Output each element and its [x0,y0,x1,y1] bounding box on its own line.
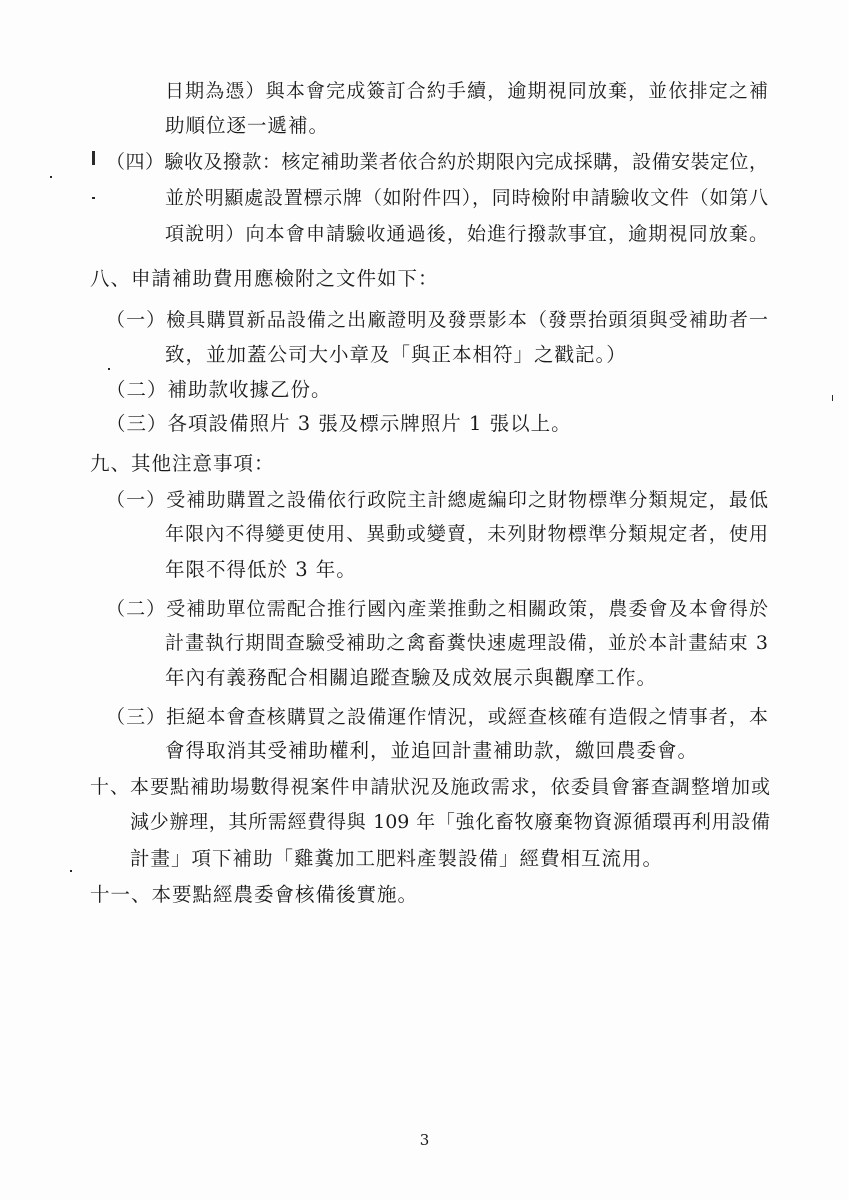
text-line: 並於明顯處設置標示牌（如附件四），同時檢附申請驗收文件（如第八 [165,187,768,209]
text-line: 減少辦理，其所需經費得與 109 年「強化畜牧廢棄物資源循環再利用設備 [130,811,770,833]
scan-mark [832,395,833,401]
text-line: 日期為憑）與本會完成簽訂合約手續，逾期視同放棄，並依排定之補 [165,80,768,102]
text-line: 年內有義務配合相關追蹤查驗及成效展示與觀摩工作。 [165,666,658,689]
text-line: 助順位逐一遞補。 [165,114,330,137]
scan-mark [70,870,72,872]
text-line: （一）受補助購置之設備依行政院主計總處編印之財物標準分類規定，最低 [106,489,768,511]
text-line: 會得取消其受補助權利，並追回計畫補助款，繳回農委會。 [165,739,699,762]
text-line: （二）補助款收據乙份。 [106,378,332,401]
text-line: 計畫」項下補助「雞糞加工肥料產製設備」經費相互流用。 [130,847,664,870]
text-line: （三）各項設備照片 3 張及標示牌照片 1 張以上。 [106,412,572,435]
text-line: 十、本要點補助場數得視案件申請狀況及施政需求，依委員會審查調整增加或 [90,776,770,798]
text-line: 年限不得低於 3 年。 [165,558,357,581]
scan-mark [50,176,52,178]
text-line: （四）驗收及撥款：核定補助業者依合約於期限內完成採購，設備安裝定位， [106,151,768,173]
text-line: （二）受補助單位需配合推行國內產業推動之相關政策，農委會及本會得於 [106,598,768,620]
text-line: 項說明）向本會申請驗收通過後，始進行撥款事宜，逾期視同放棄。 [165,223,768,245]
scan-mark [92,151,95,165]
section-heading: 八、申請補助費用應檢附之文件如下： [90,267,439,290]
text-line: 致，並加蓋公司大小章及「與正本相符」之戳記。） [165,343,627,366]
scan-mark [108,368,110,370]
text-line: （三）拒絕本會查核購買之設備運作情況，或經查核確有造假之情事者，本 [106,706,768,728]
page-number: 3 [419,1131,430,1149]
section-heading: 九、其他注意事項： [90,452,275,475]
text-line: （一）檢具購買新品設備之出廠證明及發票影本（發票抬頭須與受補助者一 [106,309,768,331]
section-heading: 十一、本要點經農委會核備後實施。 [90,883,419,906]
text-line: 計畫執行期間查驗受補助之禽畜糞快速處理設備，並於本計畫結束 3 [165,632,768,654]
scan-mark [92,197,95,199]
text-line: 年限內不得變更使用、異動或變賣，未列財物標準分類規定者，使用 [165,523,768,545]
